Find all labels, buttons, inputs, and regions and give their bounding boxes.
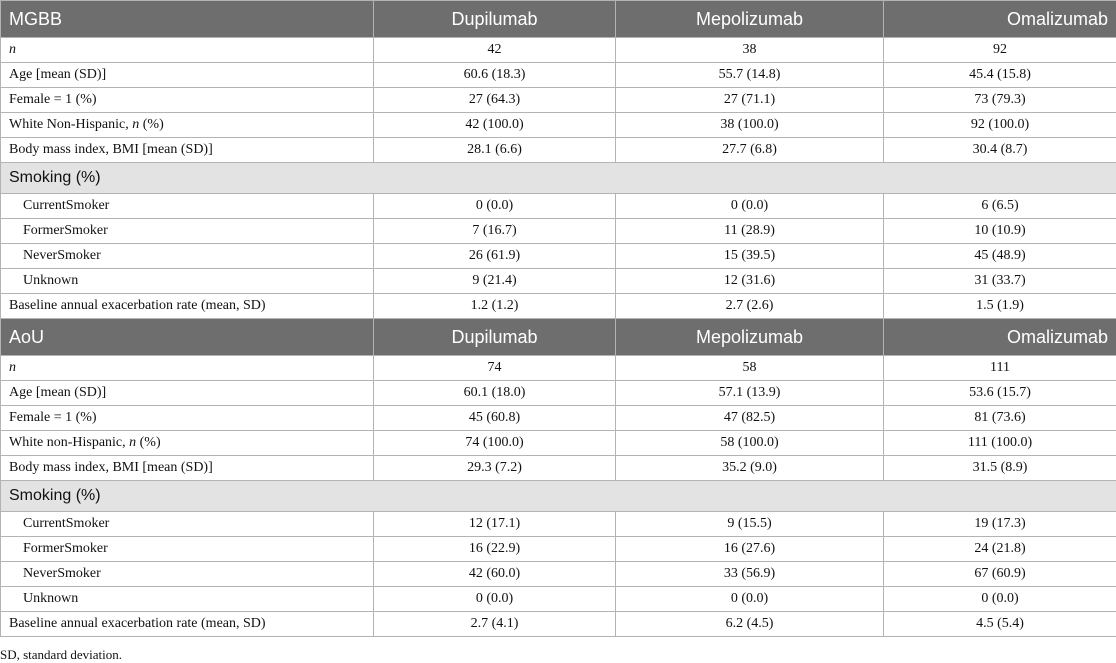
table-cell: 29.3 (7.2)	[374, 456, 616, 481]
table-footnote: SD, standard deviation.	[0, 647, 123, 662]
table-cell: 42	[374, 38, 616, 63]
table-row	[1, 562, 1116, 587]
table-row	[1, 537, 1116, 562]
row-label	[1, 194, 374, 219]
row-label	[1, 244, 374, 269]
section-label: Smoking (%)	[1, 163, 1116, 194]
table-cell: 27 (64.3)	[374, 88, 616, 113]
table-cell: 38 (100.0)	[616, 113, 884, 138]
row-label-text: FormerSmoker	[23, 541, 108, 556]
table-cell: 30.4 (8.7)	[884, 138, 1116, 163]
row-label	[1, 456, 374, 481]
row-label-text: White Non-Hispanic,	[9, 117, 133, 132]
table-cell: 60.6 (18.3)	[374, 63, 616, 88]
row-label	[1, 113, 374, 138]
table-cell: 12 (17.1)	[374, 512, 616, 537]
row-label-italic: n	[9, 360, 16, 375]
table-cell: 16 (22.9)	[374, 537, 616, 562]
table-row	[1, 456, 1116, 481]
table-cell: 58	[616, 356, 884, 381]
column-header: Omalizumab	[884, 1, 1116, 38]
row-label-text: FormerSmoker	[23, 223, 108, 238]
table-cell: 45.4 (15.8)	[884, 63, 1116, 88]
row-label-text: Age [mean (SD)]	[9, 67, 107, 82]
row-label-suffix: (%)	[136, 435, 161, 450]
row-label	[1, 431, 374, 456]
table-cell: 16 (27.6)	[616, 537, 884, 562]
table-cell: 57.1 (13.9)	[616, 381, 884, 406]
table-cell: 73 (79.3)	[884, 88, 1116, 113]
table-cell: 31.5 (8.9)	[884, 456, 1116, 481]
row-label-italic: n	[129, 435, 137, 450]
table-cell: 55.7 (14.8)	[616, 63, 884, 88]
table-cell: 42 (100.0)	[374, 113, 616, 138]
table-row	[1, 113, 1116, 138]
row-label-text: Body mass index, BMI [mean (SD)]	[9, 142, 213, 157]
table-row	[1, 431, 1116, 456]
table-cell: 27 (71.1)	[616, 88, 884, 113]
table-cell: 81 (73.6)	[884, 406, 1116, 431]
table-cell: 0 (0.0)	[374, 194, 616, 219]
table-row	[1, 38, 1116, 63]
row-label	[1, 219, 374, 244]
table-cell: 53.6 (15.7)	[884, 381, 1116, 406]
row-label-suffix: (%)	[139, 117, 164, 132]
row-label-text: CurrentSmoker	[23, 516, 110, 531]
table-cell: 0 (0.0)	[884, 587, 1116, 612]
table-cell: 111 (100.0)	[884, 431, 1116, 456]
table-cell: 60.1 (18.0)	[374, 381, 616, 406]
row-label	[1, 512, 374, 537]
row-label	[1, 294, 374, 319]
table-cell: 31 (33.7)	[884, 269, 1116, 294]
row-label-text: White non-Hispanic,	[9, 435, 130, 450]
table-cell: 27.7 (6.8)	[616, 138, 884, 163]
table-cell: 12 (31.6)	[616, 269, 884, 294]
column-header: Mepolizumab	[616, 1, 884, 38]
table-cell: 4.5 (5.4)	[884, 612, 1116, 637]
table-cell: 0 (0.0)	[616, 194, 884, 219]
table-cell: 92	[884, 38, 1116, 63]
table-cell: 10 (10.9)	[884, 219, 1116, 244]
row-label	[1, 562, 374, 587]
table-cell: 45 (60.8)	[374, 406, 616, 431]
table-cell: 45 (48.9)	[884, 244, 1116, 269]
row-label-text: NeverSmoker	[23, 248, 101, 263]
table-cell: 11 (28.9)	[616, 219, 884, 244]
table-cell: 67 (60.9)	[884, 562, 1116, 587]
row-label-text: Unknown	[23, 273, 79, 288]
table-row	[1, 219, 1116, 244]
row-label	[1, 381, 374, 406]
row-label-italic: n	[132, 117, 140, 132]
table-cell: 0 (0.0)	[616, 587, 884, 612]
table-cell: 47 (82.5)	[616, 406, 884, 431]
table-cell: 26 (61.9)	[374, 244, 616, 269]
table-body	[1, 1, 1116, 637]
table-cell: 33 (56.9)	[616, 562, 884, 587]
table-cell: 9 (21.4)	[374, 269, 616, 294]
table-row	[1, 381, 1116, 406]
row-label-text: Baseline annual exacerbation rate (mean, SD)	[9, 298, 266, 313]
cohort-name: AoU	[1, 319, 374, 356]
table-cell: 74	[374, 356, 616, 381]
row-label	[1, 587, 374, 612]
column-header: Dupilumab	[374, 319, 616, 356]
table-row	[1, 269, 1116, 294]
row-label-text: CurrentSmoker	[23, 198, 110, 213]
cohort-header-row	[1, 319, 1116, 356]
column-header: Mepolizumab	[616, 319, 884, 356]
row-label	[1, 88, 374, 113]
table-cell: 28.1 (6.6)	[374, 138, 616, 163]
row-label-text: Baseline annual exacerbation rate (mean, SD)	[9, 616, 266, 631]
table-cell: 9 (15.5)	[616, 512, 884, 537]
row-label	[1, 63, 374, 88]
table-row	[1, 612, 1116, 637]
table-cell: 92 (100.0)	[884, 113, 1116, 138]
column-header: Omalizumab	[884, 319, 1116, 356]
table-cell: 2.7 (4.1)	[374, 612, 616, 637]
row-label	[1, 269, 374, 294]
row-label-text: NeverSmoker	[23, 566, 101, 581]
section-label: Smoking (%)	[1, 481, 1116, 512]
table-row	[1, 356, 1116, 381]
table-cell: 7 (16.7)	[374, 219, 616, 244]
cohort-name: MGBB	[1, 1, 374, 38]
table-cell: 42 (60.0)	[374, 562, 616, 587]
table-row	[1, 587, 1116, 612]
table-cell: 6.2 (4.5)	[616, 612, 884, 637]
row-label	[1, 537, 374, 562]
row-label	[1, 406, 374, 431]
table-row	[1, 512, 1116, 537]
row-label	[1, 612, 374, 637]
table-row	[1, 294, 1116, 319]
table-cell: 1.2 (1.2)	[374, 294, 616, 319]
table-cell: 0 (0.0)	[374, 587, 616, 612]
table-row	[1, 63, 1116, 88]
smoking-section-row	[1, 481, 1116, 512]
table-row	[1, 138, 1116, 163]
table-cell: 74 (100.0)	[374, 431, 616, 456]
table-cell: 15 (39.5)	[616, 244, 884, 269]
table-cell: 58 (100.0)	[616, 431, 884, 456]
row-label-text: Female = 1 (%)	[9, 92, 97, 107]
table-cell: 24 (21.8)	[884, 537, 1116, 562]
row-label	[1, 356, 374, 381]
row-label	[1, 138, 374, 163]
table-cell: 2.7 (2.6)	[616, 294, 884, 319]
row-label	[1, 38, 374, 63]
row-label-text: Unknown	[23, 591, 79, 606]
smoking-section-row	[1, 163, 1116, 194]
table-row	[1, 194, 1116, 219]
table-cell: 38	[616, 38, 884, 63]
table-row	[1, 88, 1116, 113]
row-label-italic: n	[9, 42, 16, 57]
table-cell: 111	[884, 356, 1116, 381]
column-header: Dupilumab	[374, 1, 616, 38]
table-cell: 35.2 (9.0)	[616, 456, 884, 481]
row-label-text: Body mass index, BMI [mean (SD)]	[9, 460, 213, 475]
row-label-text: Age [mean (SD)]	[9, 385, 107, 400]
cohort-header-row	[1, 1, 1116, 38]
row-label-text: Female = 1 (%)	[9, 410, 97, 425]
table-cell: 19 (17.3)	[884, 512, 1116, 537]
table-cell: 1.5 (1.9)	[884, 294, 1116, 319]
table-row	[1, 406, 1116, 431]
table-row	[1, 244, 1116, 269]
table-cell: 6 (6.5)	[884, 194, 1116, 219]
